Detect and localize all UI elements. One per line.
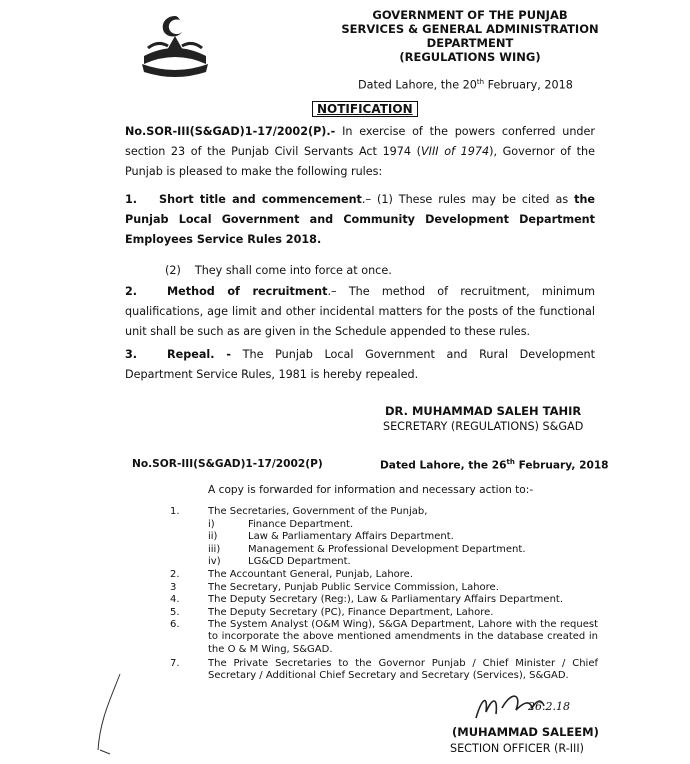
margin-pen-mark-icon <box>80 670 140 760</box>
dist-text-4: The Deputy Secretary (Reg:), Law & Parliamentary Affairs Department. <box>208 594 564 605</box>
header-line-3: DEPARTMENT <box>426 36 514 50</box>
dist-text-1: The Secretaries, Government of the Punjab, <box>208 506 428 517</box>
dist-text-6: The System Analyst (O&M Wing), S&GA Department, Lahore with the request to incorporate the above mentioned amendments in the database created in the O & M Wing, S&GAD. <box>208 619 598 655</box>
signatory-1-title: SECRETARY (REGULATIONS) S&GAD <box>383 420 584 433</box>
intro-paragraph: No.SOR-III(S&GAD)1-17/2002(P).- In exercise of the powers conferred under section 23 of the Punjab Civil Servants Act 1974 (VIII of 1974), Governor of the Punjab is pleased to make the following rules: <box>125 125 595 178</box>
dist-num-5: 5. <box>170 607 180 618</box>
notification-title: NOTIFICATION <box>312 101 418 117</box>
dist-num-2: 2. <box>170 569 180 580</box>
copy-ref-no: No.SOR-III(S&GAD)1-17/2002(P) <box>132 458 323 470</box>
sub-item-text: Management & Professional Development Department. <box>248 544 526 555</box>
sub-item-text: Law & Parliamentary Affairs Department. <box>248 531 454 542</box>
dist-text-7: The Private Secretaries to the Governor Punjab / Chief Minister / Chief Secretary / Additional Chief Secretary and Secretary (Services), S&GAD. <box>208 658 598 682</box>
sub-item-text: Finance Department. <box>248 519 354 530</box>
copy-ref-date: Dated Lahore, the 26th February, 2018 <box>380 458 609 472</box>
signatory-2-title: SECTION OFFICER (R-III) <box>450 742 585 755</box>
dist-text-3: The Secretary, Punjab Public Service Commission, Lahore. <box>208 582 499 593</box>
signatory-1-name: DR. MUHAMMAD SALEH TAHIR <box>385 404 582 418</box>
punjab-government-logo-icon <box>138 12 212 82</box>
sub-item-num: i) <box>208 519 215 530</box>
handwritten-date: 26.2.18 <box>528 700 570 713</box>
header-line-1: GOVERNMENT OF THE PUNJAB <box>372 8 568 22</box>
header-line-2: SERVICES & GENERAL ADMINISTRATION <box>341 22 599 36</box>
sub-item-num: ii) <box>208 531 218 542</box>
signatory-2-name: (MUHAMMAD SALEEM) <box>452 725 599 739</box>
header-line-4: (REGULATIONS WING) <box>399 50 541 64</box>
header-date: Dated Lahore, the 20th February, 2018 <box>358 78 573 92</box>
dist-text-5: The Deputy Secretary (PC), Finance Department, Lahore. <box>208 607 494 618</box>
rule-1-sub-2: (2) They shall come into force at once. <box>165 264 392 277</box>
dist-num-4: 4. <box>170 594 180 605</box>
dist-num-7: 7. <box>170 658 180 669</box>
sub-item-text: LG&CD Department. <box>248 556 351 567</box>
sub-item-num: iv) <box>208 556 221 567</box>
sub-item-num: iii) <box>208 544 221 555</box>
copy-intro: A copy is forwarded for information and necessary action to:- <box>208 484 534 496</box>
dist-num-1: 1. <box>170 506 180 517</box>
dist-text-2: The Accountant General, Punjab, Lahore. <box>208 569 414 580</box>
rule-1: 1. Short title and commencement.– (1) These rules may be cited as the Punjab Local Government and Community Development Department Employees Service Rules 2018. <box>125 193 595 246</box>
dist-num-3: 3 <box>170 582 177 593</box>
rule-2: 2. Method of recruitment.– The method of recruitment, minimum qualifications, age limit and other incidental matters for the posts of the functional unit shall be such as are given in the Schedule appended to these rules. <box>125 285 596 338</box>
dist-num-6: 6. <box>170 619 180 630</box>
rule-3: 3. Repeal. - The Punjab Local Government and Rural Development Department Service Rules, 1981 is hereby repealed. <box>125 348 595 381</box>
